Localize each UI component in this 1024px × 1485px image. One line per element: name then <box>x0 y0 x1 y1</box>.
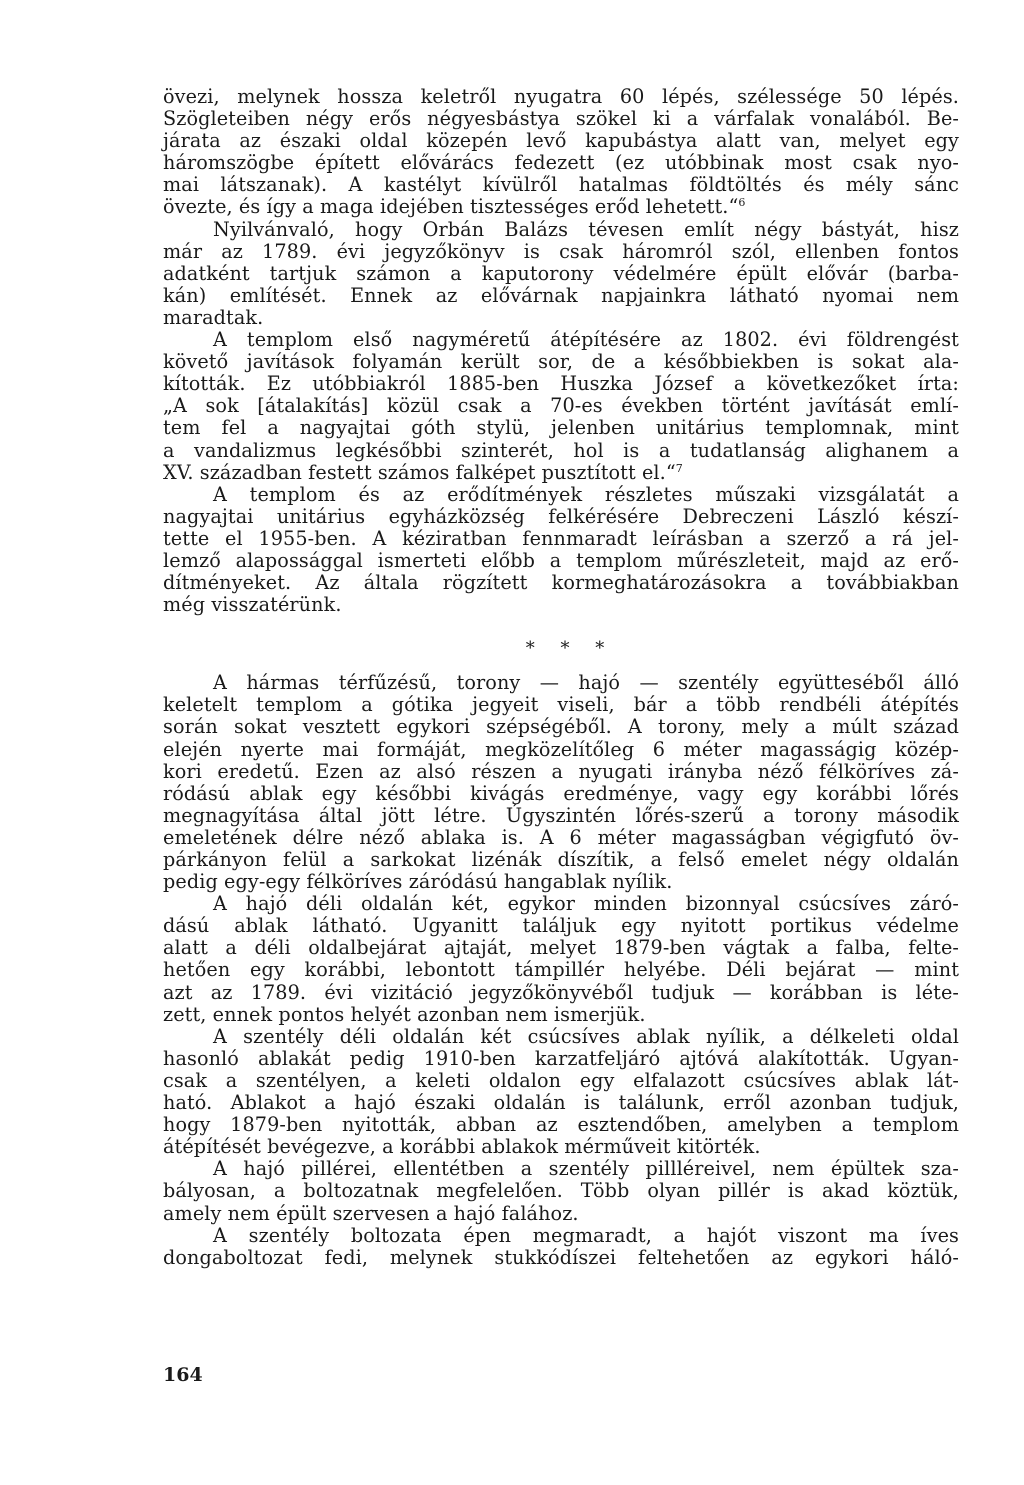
text-line-content: övezte, és így a maga idejében tisztességes erőd lehetett.“ <box>163 195 739 219</box>
text-line: övezi, melynek hossza keletről nyugatra 60 lépés, szélessége 50 lépés. <box>163 85 959 108</box>
text-line: dongaboltozat fedi, melynek stukkódíszei feltehetően az egykori háló- <box>163 1245 959 1269</box>
text-line: bályosan, a boltozatnak megfelelően. Több olyan pillér is akad köztük, <box>163 1179 959 1203</box>
text-line: zett, ennek pontos helyét azonban nem ismerjük. <box>163 1002 646 1026</box>
text-line: mai látszanak). A kastélyt kívülről hatalmas földtöltés és mély sánc <box>163 173 959 197</box>
text-line: lemző alapossággal ismerteti előbb a templom műrészleteit, majd az erő- <box>163 548 959 572</box>
text-line: elején nyerte mai formáját, megközelítőleg 6 méter magasságig közép- <box>163 737 959 761</box>
text-line: tette el 1955-ben. A kéziratban fennmaradt leírásban a szerző a rá jel- <box>163 526 959 550</box>
text-line: keletelt templom a gótika jegyeit viseli, bár a több rendbéli átépítés <box>163 693 959 717</box>
text-line: emeletének délre néző ablaka is. A 6 méter magasságban végigfutó öv- <box>163 825 959 849</box>
text-line: ható. Ablakot a hajó északi oldalán is találunk, erről azonban tudjuk, <box>163 1091 959 1115</box>
text-line: Nyilvánvaló, hogy Orbán Balázs tévesen említ négy bástyát, hisz <box>213 217 959 241</box>
text-line: amely nem épült szervesen a hajó falához. <box>163 1201 579 1225</box>
footnote-marker: 7 <box>675 461 683 475</box>
text-line: hogy 1879-ben nyitották, abban az esztendőben, amelyben a templom <box>163 1113 959 1137</box>
text-line: kori eredetű. Ezen az alsó részen a nyugati irányba néző félköríves zá- <box>163 759 959 783</box>
text-line: ródású ablak egy későbbi kivágás eredménye, vagy egy korábbi lőrés <box>163 781 959 805</box>
text-line: dítményeket. Az általa rögzített kormeghatározásokra a továbbiakban <box>163 571 959 595</box>
text-line: járata az északi oldal közepén levő kapubástya alatt van, melyet egy <box>163 129 959 153</box>
paragraph <box>163 1026 959 1159</box>
text-line: során sokat vesztett egykori szépségéből. A torony, mely a múlt század <box>163 715 959 739</box>
paragraph <box>163 219 959 329</box>
text-line <box>163 196 959 218</box>
footnote-marker: 6 <box>738 196 746 210</box>
text-line: még visszatérünk. <box>163 593 342 617</box>
text-line: maradtak. <box>163 305 264 329</box>
text-line: pedig egy-egy félköríves záródású hangablak nyílik. <box>163 870 673 894</box>
text-line: követő javítások folyamán került sor, de a későbbiekben is sokat ala- <box>163 350 959 374</box>
text-line: kán) említését. Ennek az elővárnak napjainkra látható nyomai nem <box>163 283 959 307</box>
text-line: A hármas térfűzésű, torony — hajó — szentély együtteséből álló <box>213 671 959 695</box>
text-line: alatt a déli oldalbejárat ajtaját, melyet 1879-ben vágtak a falba, felte- <box>163 936 959 960</box>
text-line: A hajó pillérei, ellentétben a szentély pillléreivel, nem épültek sza- <box>213 1157 959 1181</box>
text-line: kították. Ez utóbbiakról 1885-ben Huszka József a következőket írta: <box>163 372 959 396</box>
text-line: háromszögbe épített elővárács fedezett (ez utóbbinak most csak nyo- <box>163 151 959 175</box>
paragraph <box>163 893 959 1026</box>
text-line: hetően egy korábbi, lebontott támpillér helyébe. Déli bejárat — mint <box>163 958 959 982</box>
text-line: Szögleteiben négy erős négyesbástya szökel ki a várfalak vonalából. Be- <box>163 107 959 131</box>
text-line: azt az 1789. évi vizitáció jegyzőkönyvéből tudjuk — korábban is léte- <box>163 980 959 1004</box>
text-line: a vandalizmus legkésőbbi szinterét, hol is a tudatlanság alighanem a <box>163 438 959 462</box>
paragraph <box>163 672 959 893</box>
page-body <box>163 86 959 1269</box>
text-line: már az 1789. évi jegyzőkönyv is csak háromról szól, ellenben fontos <box>163 239 959 263</box>
text-line <box>163 462 959 484</box>
paragraph <box>163 1225 959 1269</box>
text-line: adatként tartjuk számon a kaputorony védelmére épült elővár (barba- <box>163 261 959 285</box>
paragraph <box>163 329 959 484</box>
text-line: átépítését bevégezve, a korábbi ablakok mérműveit kitörték. <box>163 1135 761 1159</box>
text-line: „A sok [átalakítás] közül csak a 70-es években történt javítását emlí- <box>163 394 959 418</box>
text-line: hasonló ablakát pedig 1910-ben karzatfeljáró ajtóvá alakították. Ugyan- <box>163 1046 959 1070</box>
text-line: A templom első nagyméretű átépítésére az 1802. évi földrengést <box>213 328 959 352</box>
text-line: párkányon felül a sarkokat lizénák díszítik, a felső emelet négy oldalán <box>163 848 959 871</box>
text-line: dású ablak látható. Ugyanitt találjuk egy nyitott portikus védelme <box>163 914 959 938</box>
text-line: A szentély déli oldalán két csúcsíves ablak nyílik, a délkeleti oldal <box>213 1024 959 1048</box>
paragraph <box>163 86 959 219</box>
section-separator: * * * <box>525 638 615 660</box>
text-line: csak a szentélyen, a keleti oldalon egy elfalazott csúcsíves ablak lát- <box>163 1068 959 1092</box>
text-line: A szentély boltozata épen megmaradt, a hajót viszont ma íves <box>213 1223 959 1247</box>
page-number: 164 <box>163 1364 203 1386</box>
paragraph <box>163 484 959 617</box>
text-line: megnagyítása által jött létre. Úgyszintén lőrés-szerű a torony második <box>163 803 959 827</box>
text-line: nagyajtai unitárius egyházközség felkérésére Debreczeni László készí- <box>163 504 959 528</box>
text-line-content: XV. században festett számos falképet pusztított el.“ <box>163 460 676 484</box>
text-line: A templom és az erődítmények részletes műszaki vizsgálatát a <box>213 482 959 506</box>
paragraph <box>163 1158 959 1224</box>
text-line: tem fel a nagyajtai góth stylü, jelenben unitárius templomnak, mint <box>163 416 959 440</box>
text-line: A hajó déli oldalán két, egykor minden bizonnyal csúcsíves záró- <box>213 892 959 916</box>
